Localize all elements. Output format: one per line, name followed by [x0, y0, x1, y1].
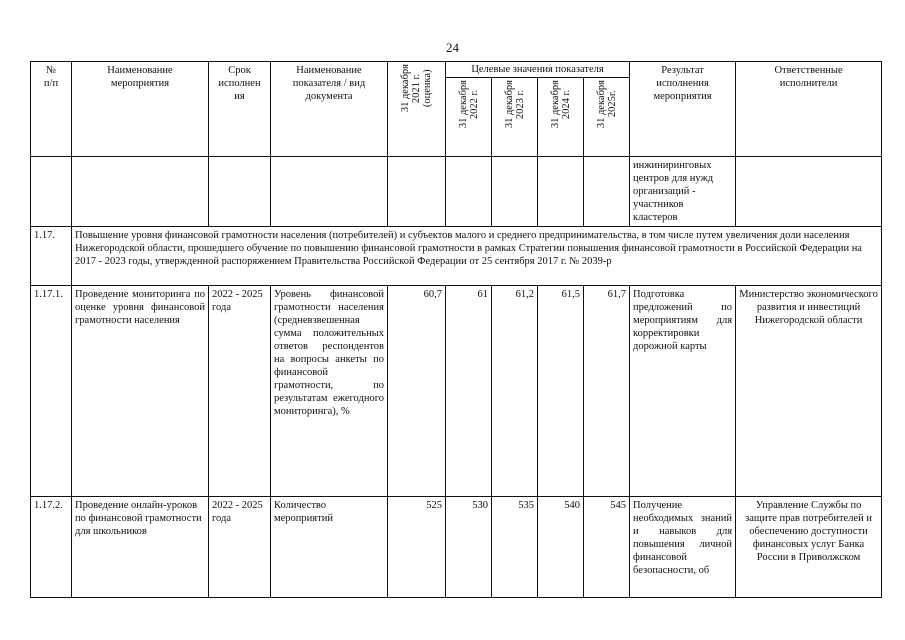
- cell-result: инжиниринговых центров для нужд организаций - участников кластеров: [630, 157, 736, 227]
- cell-empty: [492, 157, 538, 227]
- col-header-num: № п/п: [31, 62, 72, 157]
- measures-table: [30, 61, 882, 598]
- section-number: 1.17.: [31, 227, 72, 286]
- section-title: Повышение уровня финансовой грамотности населения (потребителей) и субъектов малого и среднего предпринимательства, в том числе путем увеличения доли населения Нижегородской области, прошедшего обучение по повышению финансовой грамотности в рамках Стратегии повышения финансовой грамотности в Российской Федерации на 2017 - 2023 годы, утвержденной распоряжением Правительства Российской Федерации от 25 сентября 2017 г. № 2039-р: [72, 227, 882, 286]
- target-value-2025: 61,7: [584, 286, 630, 497]
- col-header-name: Наименование мероприятия: [72, 62, 209, 157]
- measure-term: 2022 - 2025 года: [209, 286, 271, 497]
- measure-result: Получение необходимых знаний и навыков для повышения личной финансовой безопасности, об: [630, 497, 736, 598]
- col-header-target-group: Целевые значения показателя: [446, 62, 630, 78]
- cell-empty: [388, 157, 446, 227]
- cell-empty: [538, 157, 584, 227]
- indicator-name: Уровень финансовой грамотности населения (средневзвешенная сумма положительных ответов респондентов на вопросы анкеты по финансовой грамотности, по результатам ежегодного мониторинга), %: [271, 286, 388, 497]
- col-header-target-2025: 31 декабря 2025г.: [584, 78, 630, 157]
- col-header-responsible: Ответственные исполнители: [736, 62, 882, 157]
- cell-empty: [271, 157, 388, 227]
- indicator-name: Количество мероприятий: [271, 497, 388, 598]
- target-value-2024: 540: [538, 497, 584, 598]
- target-value-2023: 535: [492, 497, 538, 598]
- cell-empty: [31, 157, 72, 227]
- base-value: 60,7: [388, 286, 446, 497]
- responsible-party: Министерство экономического развития и инвестиций Нижегородской области: [736, 286, 882, 497]
- measure-name: Проведение онлайн-уроков по финансовой грамотности для школьников: [72, 497, 209, 598]
- row-number: 1.17.1.: [31, 286, 72, 497]
- target-value-2023: 61,2: [492, 286, 538, 497]
- table-row: [31, 286, 882, 497]
- col-header-target-2022: 31 декабря 2022 г.: [446, 78, 492, 157]
- target-value-2022: 61: [446, 286, 492, 497]
- table-row: [31, 497, 882, 598]
- col-header-target-2024: 31 декабря 2024 г.: [538, 78, 584, 157]
- base-value: 525: [388, 497, 446, 598]
- page-number: 24: [446, 40, 459, 55]
- col-header-target-2023: 31 декабря 2023 г.: [492, 78, 538, 157]
- measure-result: Подготовка предложений по мероприятиям для корректировки дорожной карты: [630, 286, 736, 497]
- col-header-result: Результат исполнения мероприятия: [630, 62, 736, 157]
- col-header-indicator: Наименование показателя / вид документа: [271, 62, 388, 157]
- cell-empty: [584, 157, 630, 227]
- target-value-2022: 530: [446, 497, 492, 598]
- cell-empty: [209, 157, 271, 227]
- col-header-base-year: 31 декабря 2021 г. (оценка): [388, 62, 446, 157]
- section-row: [31, 227, 882, 286]
- row-number: 1.17.2.: [31, 497, 72, 598]
- continuation-row: [31, 157, 882, 227]
- responsible-party: Управление Службы по защите прав потребителей и обеспечению доступности финансовых услуг Банка России в Приволжском: [736, 497, 882, 598]
- cell-empty: [736, 157, 882, 227]
- cell-empty: [446, 157, 492, 227]
- measure-term: 2022 - 2025 года: [209, 497, 271, 598]
- header-row: [31, 62, 882, 78]
- target-value-2024: 61,5: [538, 286, 584, 497]
- target-value-2025: 545: [584, 497, 630, 598]
- measure-name: Проведение мониторинга по оценке уровня финансовой грамотности населения: [72, 286, 209, 497]
- col-header-term: Срок исполнен ия: [209, 62, 271, 157]
- cell-empty: [72, 157, 209, 227]
